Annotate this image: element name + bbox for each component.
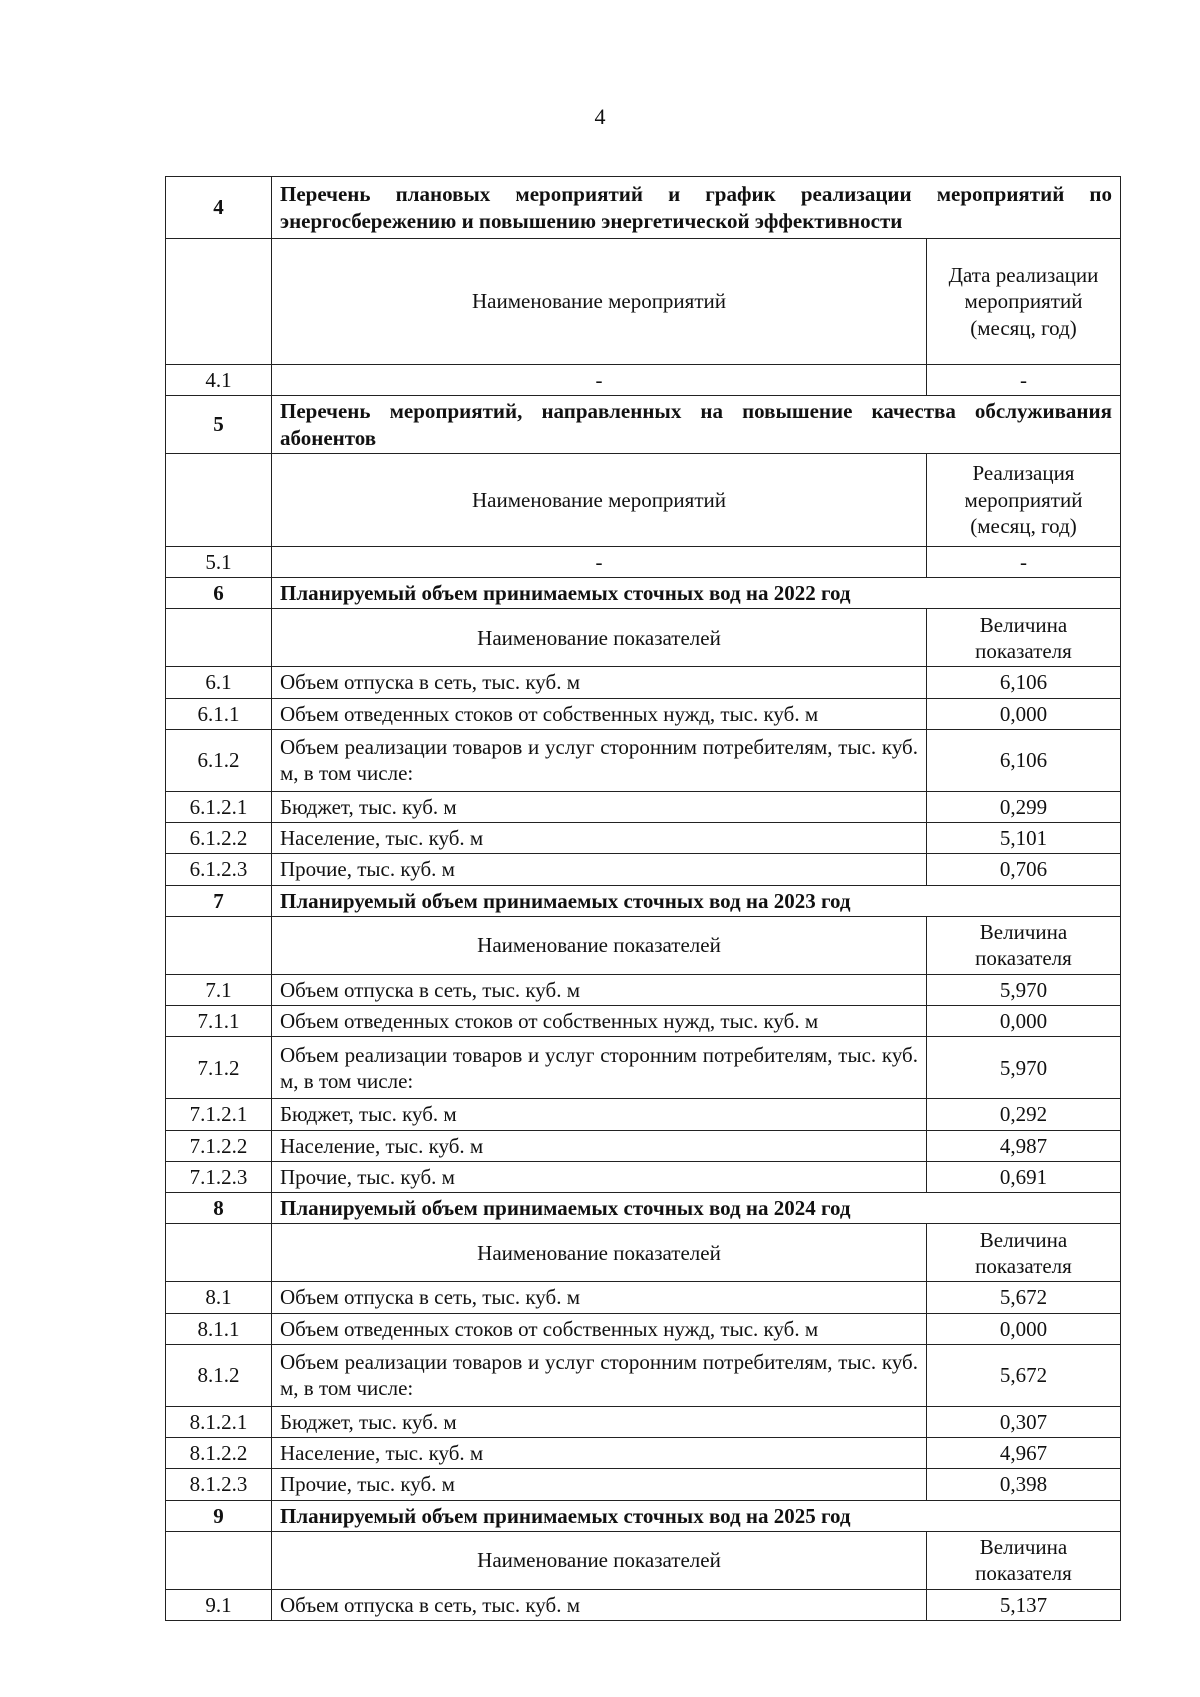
section-title: Планируемый объем принимаемых сточных вод на 2022 год	[272, 578, 1121, 609]
row-number: 8.1.2.3	[166, 1469, 272, 1500]
column-header-name: Наименование показателей	[272, 916, 927, 974]
row-value: 0,691	[927, 1161, 1121, 1192]
column-header-value: Величина показателя	[927, 916, 1121, 974]
column-header-name: Наименование показателей	[272, 1531, 927, 1589]
section-header-row	[166, 1193, 1121, 1224]
row-number: 6.1.2.2	[166, 823, 272, 854]
row-number: 6.1	[166, 667, 272, 698]
section-number: 7	[166, 885, 272, 916]
section-title: Планируемый объем принимаемых сточных вод на 2023 год	[272, 885, 1121, 916]
row-number: 4.1	[166, 365, 272, 396]
row-number: 6.1.2	[166, 729, 272, 791]
column-header-value: Реализация мероприятий (месяц, год)	[927, 453, 1121, 546]
row-value: 5,101	[927, 823, 1121, 854]
row-value: 6,106	[927, 729, 1121, 791]
row-name: Объем отпуска в сеть, тыс. куб. м	[272, 667, 927, 698]
row-value: 4,987	[927, 1130, 1121, 1161]
row-name: Объем реализации товаров и услуг сторонним потребителям, тыс. куб. м, в том числе:	[272, 729, 927, 791]
section-title: Планируемый объем принимаемых сточных вод на 2025 год	[272, 1500, 1121, 1531]
column-header-name: Наименование показателей	[272, 1224, 927, 1282]
row-value: 0,000	[927, 1006, 1121, 1037]
row-name: -	[272, 546, 927, 577]
row-value: 5,970	[927, 974, 1121, 1005]
row-value: 5,672	[927, 1344, 1121, 1406]
table-row	[166, 1313, 1121, 1344]
table-row	[166, 698, 1121, 729]
section-header-row	[166, 578, 1121, 609]
row-number: 7.1.2.2	[166, 1130, 272, 1161]
table-row	[166, 1037, 1121, 1099]
row-value: 0,000	[927, 698, 1121, 729]
row-name: Прочие, тыс. куб. м	[272, 854, 927, 885]
row-name: Прочие, тыс. куб. м	[272, 1469, 927, 1500]
row-value: 0,299	[927, 791, 1121, 822]
column-header-name: Наименование мероприятий	[272, 239, 927, 365]
row-name: Объем отведенных стоков от собственных нужд, тыс. куб. м	[272, 1313, 927, 1344]
section-number: 4	[166, 177, 272, 239]
section-number: 8	[166, 1193, 272, 1224]
row-name: Объем реализации товаров и услуг сторонним потребителям, тыс. куб. м, в том числе:	[272, 1344, 927, 1406]
table-row	[166, 667, 1121, 698]
row-number: 8.1	[166, 1282, 272, 1313]
row-value: 0,706	[927, 854, 1121, 885]
row-name: Объем отпуска в сеть, тыс. куб. м	[272, 974, 927, 1005]
row-name: Объем отведенных стоков от собственных нужд, тыс. куб. м	[272, 1006, 927, 1037]
row-name: Население, тыс. куб. м	[272, 823, 927, 854]
table-row	[166, 1282, 1121, 1313]
table-row	[166, 1438, 1121, 1469]
empty-cell	[166, 239, 272, 365]
column-header-name: Наименование мероприятий	[272, 453, 927, 546]
row-name: Бюджет, тыс. куб. м	[272, 791, 927, 822]
empty-cell	[166, 609, 272, 667]
table-row	[166, 1469, 1121, 1500]
row-number: 6.1.2.3	[166, 854, 272, 885]
column-header-name: Наименование показателей	[272, 609, 927, 667]
empty-cell	[166, 1224, 272, 1282]
section-header-row	[166, 885, 1121, 916]
column-header-value: Величина показателя	[927, 609, 1121, 667]
column-header-row	[166, 1224, 1121, 1282]
row-value: 5,970	[927, 1037, 1121, 1099]
row-number: 7.1.2.1	[166, 1099, 272, 1130]
section-header-row	[166, 177, 1121, 239]
empty-cell	[166, 1531, 272, 1589]
table-row	[166, 1130, 1121, 1161]
row-value: 4,967	[927, 1438, 1121, 1469]
row-name: Объем отведенных стоков от собственных нужд, тыс. куб. м	[272, 698, 927, 729]
column-header-row	[166, 916, 1121, 974]
section-number: 6	[166, 578, 272, 609]
row-value: 0,292	[927, 1099, 1121, 1130]
row-value: 6,106	[927, 667, 1121, 698]
row-number: 8.1.1	[166, 1313, 272, 1344]
row-number: 8.1.2.2	[166, 1438, 272, 1469]
section-number: 9	[166, 1500, 272, 1531]
row-number: 8.1.2	[166, 1344, 272, 1406]
section-title: Планируемый объем принимаемых сточных вод на 2024 год	[272, 1193, 1121, 1224]
empty-cell	[166, 916, 272, 974]
row-number: 7.1	[166, 974, 272, 1005]
table-row	[166, 1161, 1121, 1192]
plan-table	[165, 176, 1121, 1621]
row-name: Население, тыс. куб. м	[272, 1130, 927, 1161]
empty-cell	[166, 453, 272, 546]
row-name: Объем реализации товаров и услуг сторонним потребителям, тыс. куб. м, в том числе:	[272, 1037, 927, 1099]
column-header-row	[166, 609, 1121, 667]
section-title: Перечень плановых мероприятий и график реализации мероприятий по энергосбережению и повышению энергетической эффективности	[272, 177, 1121, 239]
column-header-value: Величина показателя	[927, 1531, 1121, 1589]
page-number: 4	[594, 104, 606, 129]
table-row	[166, 823, 1121, 854]
table-row	[166, 1006, 1121, 1037]
table-row	[166, 1406, 1121, 1437]
section-title: Перечень мероприятий, направленных на повышение качества обслуживания абонентов	[272, 396, 1121, 454]
column-header-row	[166, 453, 1121, 546]
table-row	[166, 974, 1121, 1005]
row-name: Бюджет, тыс. куб. м	[272, 1099, 927, 1130]
row-name: Население, тыс. куб. м	[272, 1438, 927, 1469]
table-row	[166, 365, 1121, 396]
row-name: Объем отпуска в сеть, тыс. куб. м	[272, 1589, 927, 1620]
row-number: 7.1.2	[166, 1037, 272, 1099]
row-value: -	[927, 365, 1121, 396]
table-row	[166, 854, 1121, 885]
table-row	[166, 791, 1121, 822]
row-name: Прочие, тыс. куб. м	[272, 1161, 927, 1192]
table-row	[166, 546, 1121, 577]
row-number: 8.1.2.1	[166, 1406, 272, 1437]
row-value: 0,307	[927, 1406, 1121, 1437]
row-value: 5,137	[927, 1589, 1121, 1620]
section-header-row	[166, 1500, 1121, 1531]
row-number: 7.1.2.3	[166, 1161, 272, 1192]
row-value: 0,000	[927, 1313, 1121, 1344]
column-header-value: Дата реализации мероприятий (месяц, год)	[927, 239, 1121, 365]
row-name: -	[272, 365, 927, 396]
column-header-row	[166, 1531, 1121, 1589]
row-number: 7.1.1	[166, 1006, 272, 1037]
row-name: Объем отпуска в сеть, тыс. куб. м	[272, 1282, 927, 1313]
row-number: 9.1	[166, 1589, 272, 1620]
table-row	[166, 1099, 1121, 1130]
row-value: 0,398	[927, 1469, 1121, 1500]
row-value: 5,672	[927, 1282, 1121, 1313]
row-number: 5.1	[166, 546, 272, 577]
column-header-row	[166, 239, 1121, 365]
column-header-value: Величина показателя	[927, 1224, 1121, 1282]
row-number: 6.1.2.1	[166, 791, 272, 822]
section-header-row	[166, 396, 1121, 454]
table-row	[166, 1589, 1121, 1620]
section-number: 5	[166, 396, 272, 454]
table-row	[166, 729, 1121, 791]
row-number: 6.1.1	[166, 698, 272, 729]
row-value: -	[927, 546, 1121, 577]
row-name: Бюджет, тыс. куб. м	[272, 1406, 927, 1437]
table-row	[166, 1344, 1121, 1406]
